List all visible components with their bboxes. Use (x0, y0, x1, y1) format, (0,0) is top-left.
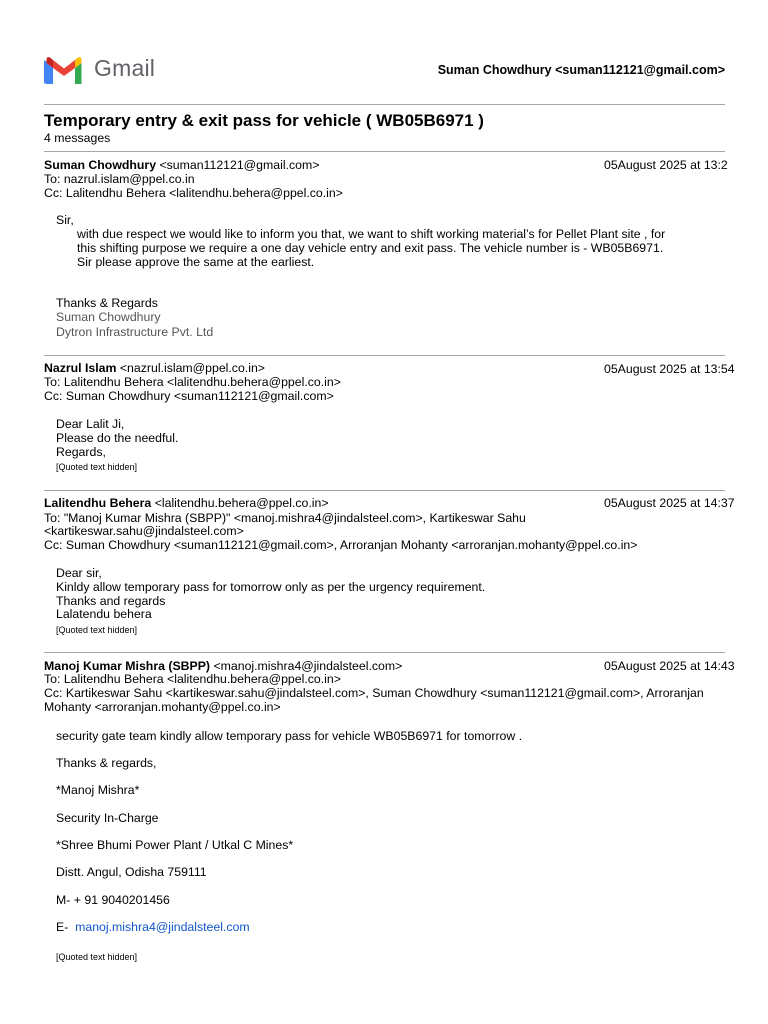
divider (44, 355, 725, 356)
body-line: M- + 91 9040201456 (56, 893, 170, 907)
divider (44, 104, 725, 105)
message-count: 4 messages (44, 131, 111, 145)
to-line: To: nazrul.islam@ppel.co.in (44, 172, 195, 186)
cc-line: Cc: Suman Chowdhury <suman112121@gmail.com> (44, 389, 334, 403)
to-line: To: Lalitendhu Behera <lalitendhu.behera@ppel.co.in> (44, 672, 341, 686)
thread-subject: Temporary entry & exit pass for vehicle ( WB05B6971 ) (44, 111, 484, 130)
to-line: To: Lalitendhu Behera <lalitendhu.behera@ppel.co.in> (44, 375, 341, 389)
signature-name: Suman Chowdhury (56, 310, 161, 324)
body-line: *Shree Bhumi Power Plant / Utkal C Mines* (56, 838, 294, 852)
body-line: Kinldy allow temporary pass for tomorrow only as per the urgency requirement. (56, 580, 486, 594)
message-date: 05August 2025 at 13:54 (604, 362, 735, 376)
sender-email: <lalitendhu.behera@ppel.co.in> (154, 496, 329, 510)
divider (44, 652, 725, 653)
body-line: *Manoj Mishra* (56, 783, 140, 797)
body-line: Sir please approve the same at the earliest. (77, 255, 315, 269)
cc-line: Cc: Kartikeswar Sahu <kartikeswar.sahu@jindalsteel.com>, Suman Chowdhury <suman112121@gmail.com>, Arroranjan (44, 686, 704, 700)
message-date: 05August 2025 at 14:37 (604, 496, 735, 510)
signature-line: Thanks & Regards (56, 296, 158, 310)
body-line: Thanks & regards, (56, 756, 157, 770)
body-line: Dear sir, (56, 566, 102, 580)
sender-email: <suman112121@gmail.com> (159, 158, 320, 172)
body-line: Lalatendu behera (56, 607, 152, 621)
body-line: Distt. Angul, Odisha 759111 (56, 865, 207, 879)
to-line: To: "Manoj Kumar Mishra (SBPP)" <manoj.mishra4@jindalsteel.com>, Kartikeswar Sahu (44, 511, 526, 525)
to-line-cont: <kartikeswar.sahu@jindalsteel.com> (44, 524, 244, 538)
email-prefix: E- (56, 920, 69, 934)
message-date: 05August 2025 at 14:43 (604, 659, 735, 673)
gmail-logo (44, 56, 164, 86)
message-date: 05August 2025 at 13:2 (604, 158, 728, 172)
sender-name: Nazrul Islam (44, 361, 117, 375)
divider (44, 490, 725, 491)
cc-line: Cc: Suman Chowdhury <suman112121@gmail.com>, Arroranjan Mohanty <arroranjan.mohanty@ppel.co.in> (44, 538, 638, 552)
body-line: this shifting purpose we require a one day vehicle entry and exit pass. The vehicle number is - WB05B6971. (77, 241, 664, 255)
greeting: Sir, (56, 213, 74, 227)
quoted-text-toggle[interactable]: [Quoted text hidden] (56, 625, 138, 635)
cc-line: Cc: Lalitendhu Behera <lalitendhu.behera@ppel.co.in> (44, 186, 343, 200)
sender-email: <manoj.mishra4@jindalsteel.com> (213, 659, 403, 673)
cc-line-cont: Mohanty <arroranjan.mohanty@ppel.co.in> (44, 700, 281, 714)
body-line: Thanks and regards (56, 594, 166, 608)
body-line: security gate team kindly allow temporary pass for vehicle WB05B6971 for tomorrow . (56, 729, 523, 743)
gmail-wordmark: Gmail (94, 55, 156, 81)
body-line: Dear Lalit Ji, (56, 417, 125, 431)
sender-email: <nazrul.islam@ppel.co.in> (119, 361, 265, 375)
sender-name: Lalitendhu Behera (44, 496, 152, 510)
divider (44, 151, 725, 152)
sender-name: Suman Chowdhury (44, 158, 157, 172)
body-line: Please do the needful. (56, 431, 179, 445)
body-line: Regards, (56, 445, 106, 459)
quoted-text-toggle[interactable]: [Quoted text hidden] (56, 952, 138, 962)
signature-company: Dytron Infrastructure Pvt. Ltd (56, 325, 214, 339)
sender-name: Manoj Kumar Mishra (SBPP) (44, 659, 211, 673)
email-line (56, 920, 250, 934)
body-line: Security In-Charge (56, 811, 159, 825)
account-label: Suman Chowdhury <suman112121@gmail.com> (437, 63, 725, 77)
email-link[interactable]: manoj.mishra4@jindalsteel.com (75, 920, 250, 934)
body-line: with due respect we would like to inform you that, we want to shift working material’s for Pellet Plant site , for (77, 227, 666, 241)
gmail-m-icon (44, 56, 84, 84)
quoted-text-toggle[interactable]: [Quoted text hidden] (56, 462, 138, 472)
